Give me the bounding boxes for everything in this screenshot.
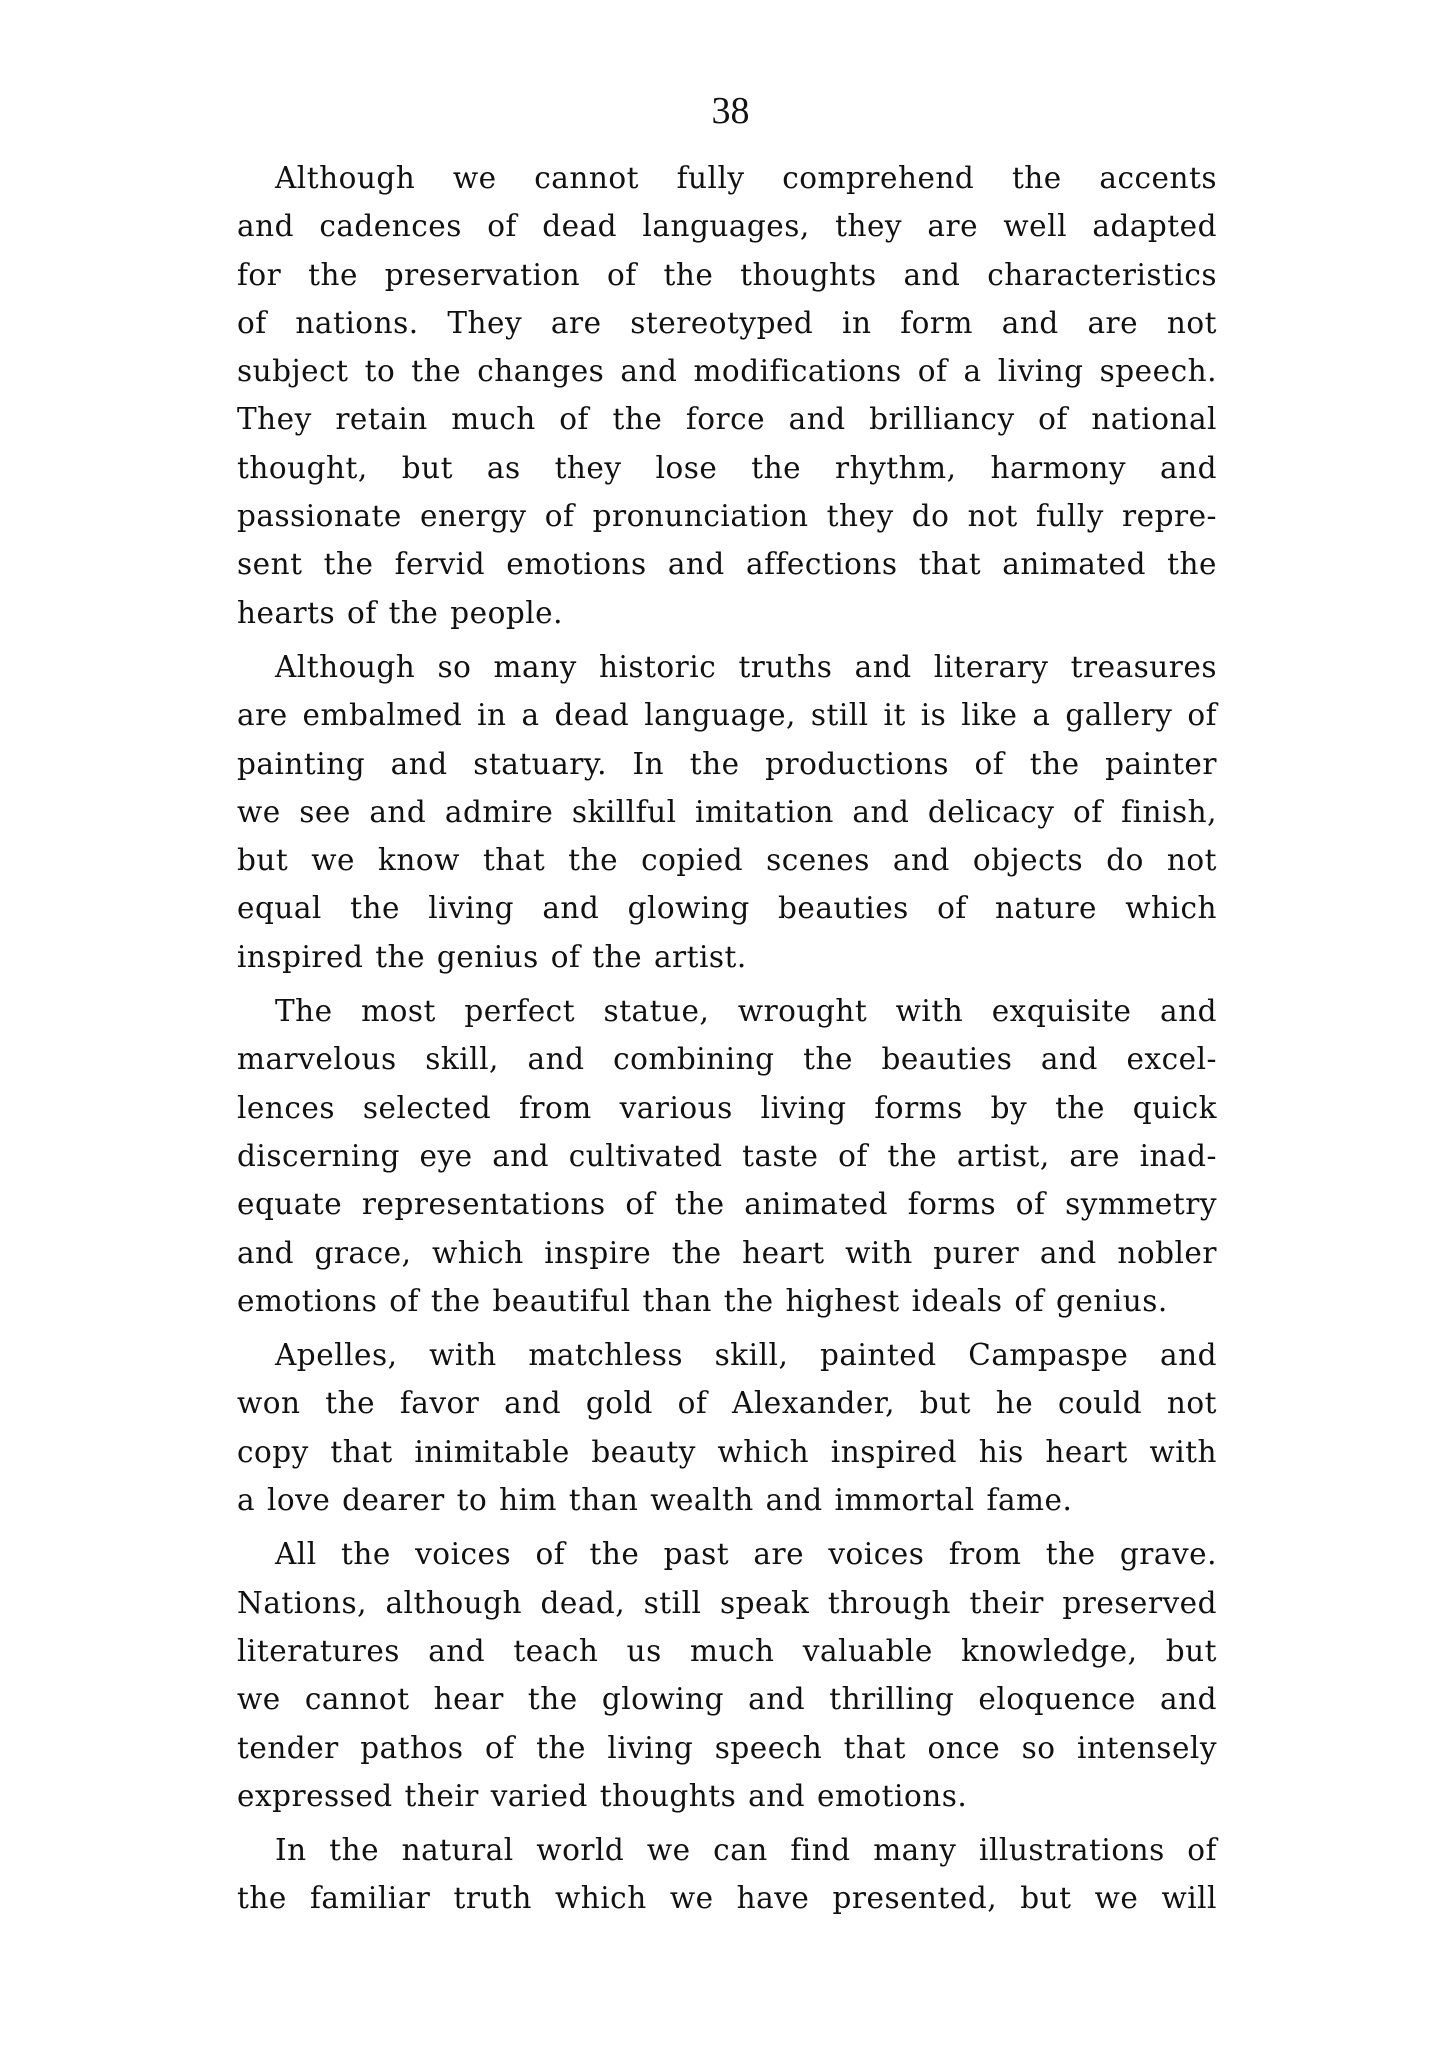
text-line: lences selected from various living forms by the quick <box>237 1090 1217 1125</box>
text-line: a love dearer to him than wealth and immortal fame. <box>237 1483 1073 1518</box>
text-line: and cadences of dead languages, they are well adapted <box>237 209 1217 244</box>
paragraph <box>237 1331 1217 1524</box>
text-line: inspired the genius of the artist. <box>237 939 747 974</box>
paragraph <box>237 1530 1217 1820</box>
text-line: won the favor and gold of Alexander, but he could not <box>237 1386 1217 1421</box>
text-line: The most perfect statue, wrought with exquisite and <box>275 994 1217 1029</box>
text-line: discerning eye and cultivated taste of the artist, are inad- <box>237 1138 1217 1173</box>
paragraph <box>237 154 1217 637</box>
text-line: Apelles, with matchless skill, painted Campaspe and <box>275 1338 1217 1373</box>
text-line: All the voices of the past are voices from the grave. <box>275 1537 1217 1572</box>
text-line: hearts of the people. <box>237 595 564 630</box>
text-line: Although so many historic truths and literary treasures <box>275 649 1217 684</box>
text-line: subject to the changes and modifications of a living speech. <box>237 354 1217 389</box>
text-line: copy that inimitable beauty which inspired his heart with <box>237 1434 1217 1469</box>
text-line: equate representations of the animated forms of symmetry <box>237 1187 1217 1222</box>
text-line: They retain much of the force and brilliancy of national <box>237 402 1217 437</box>
text-line: we cannot hear the glowing and thrilling eloquence and <box>237 1682 1217 1717</box>
text-line: painting and statuary. In the productions of the painter <box>237 746 1217 781</box>
text-line: thought, but as they lose the rhythm, harmony and <box>237 450 1217 485</box>
paragraph <box>237 1826 1217 1923</box>
text-line: marvelous skill, and combining the beauties and excel- <box>237 1042 1217 1077</box>
text-line: are embalmed in a dead language, still it is like a gallery of <box>237 698 1217 733</box>
paragraph <box>237 643 1217 981</box>
text-line: literatures and teach us much valuable knowledge, but <box>237 1633 1217 1668</box>
text-line: Nations, although dead, still speak through their preserved <box>237 1585 1217 1620</box>
text-line: and grace, which inspire the heart with purer and nobler <box>237 1235 1217 1270</box>
body-text <box>237 154 1217 1929</box>
text-line: the familiar truth which we have presented, but we will <box>237 1881 1217 1916</box>
text-line: tender pathos of the living speech that once so intensely <box>237 1730 1217 1765</box>
text-line: for the preservation of the thoughts and characteristics <box>237 257 1217 292</box>
text-line: In the natural world we can find many illustrations of <box>275 1833 1217 1868</box>
text-line: passionate energy of pronunciation they do not fully repre- <box>237 499 1217 534</box>
text-line: Although we cannot fully comprehend the accents <box>275 161 1217 195</box>
text-line: but we know that the copied scenes and objects do not <box>237 843 1217 878</box>
text-line: we see and admire skillful imitation and delicacy of finish, <box>237 794 1217 829</box>
text-line: equal the living and glowing beauties of nature which <box>237 891 1217 926</box>
page-number: 38 <box>711 90 750 132</box>
text-line: emotions of the beautiful than the highest ideals of genius. <box>237 1283 1168 1318</box>
text-line: of nations. They are stereotyped in form and are not <box>237 305 1217 340</box>
text-line: expressed their varied thoughts and emotions. <box>237 1778 968 1813</box>
paragraph <box>237 987 1217 1325</box>
text-line: sent the fervid emotions and affections that animated the <box>237 547 1217 582</box>
